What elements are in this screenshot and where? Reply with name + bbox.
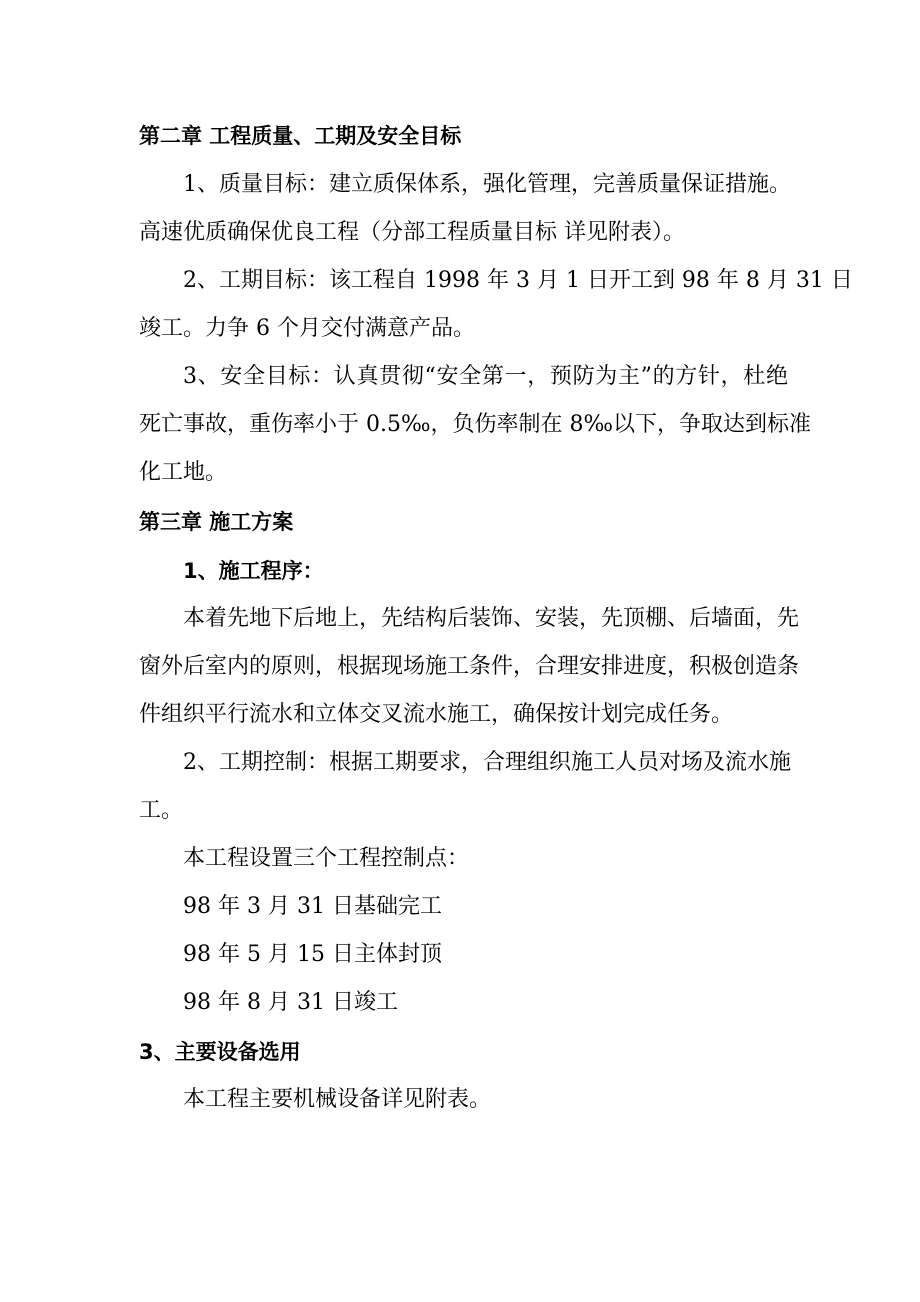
milestone-item: 98 年 5 月 15 日主体封顶 — [183, 942, 442, 967]
schedule-goal-line-2: 竣工。力争 6 个月交付满意产品。 — [139, 316, 475, 341]
safety-goal-line-1: 3、安全目标：认真贯彻“安全第一，预防为主”的方针，杜绝 — [183, 364, 788, 389]
milestone-item: 98 年 3 月 31 日基础完工 — [183, 894, 442, 919]
safety-goal-line-3: 化工地。 — [139, 460, 228, 485]
quality-goal-line-2: 高速优质确保优良工程（分部工程质量目标 详见附表）。 — [139, 220, 685, 245]
section-3-title: 3、主要设备选用 — [139, 1040, 301, 1064]
schedule-control-line-2: 工。 — [139, 798, 184, 823]
procedure-line-1: 本着先地下后地上，先结构后装饰、安装，先顶棚、后墙面，先 — [183, 606, 800, 631]
procedure-line-3: 件组织平行流水和立体交叉流水施工，确保按计划完成任务。 — [139, 702, 734, 727]
schedule-goal-line-1: 2、工期目标：该工程自 1998 年 3 月 1 日开工到 98 年 8 月 31 日 — [183, 268, 853, 293]
quality-goal-line-1: 1、质量目标：建立质保体系，强化管理，完善质量保证措施。 — [183, 172, 791, 197]
chapter-3-title: 第三章 施工方案 — [139, 510, 294, 534]
schedule-control-line-1: 2、工期控制：根据工期要求，合理组织施工人员对场及流水施 — [183, 750, 791, 775]
control-points-intro: 本工程设置三个工程控制点： — [183, 846, 470, 871]
section-1-title: 1、施工程序： — [183, 559, 324, 583]
equipment-line: 本工程主要机械设备详见附表。 — [183, 1087, 492, 1112]
safety-goal-line-2: 死亡事故，重伤率小于 0.5‰，负伤率制在 8‰以下，争取达到标准 — [139, 412, 812, 437]
procedure-line-2: 窗外后室内的原则，根据现场施工条件，合理安排进度，积极创造条 — [139, 654, 800, 679]
chapter-2-title: 第二章 工程质量、工期及安全目标 — [139, 124, 462, 148]
milestone-item: 98 年 8 月 31 日竣工 — [183, 990, 398, 1015]
